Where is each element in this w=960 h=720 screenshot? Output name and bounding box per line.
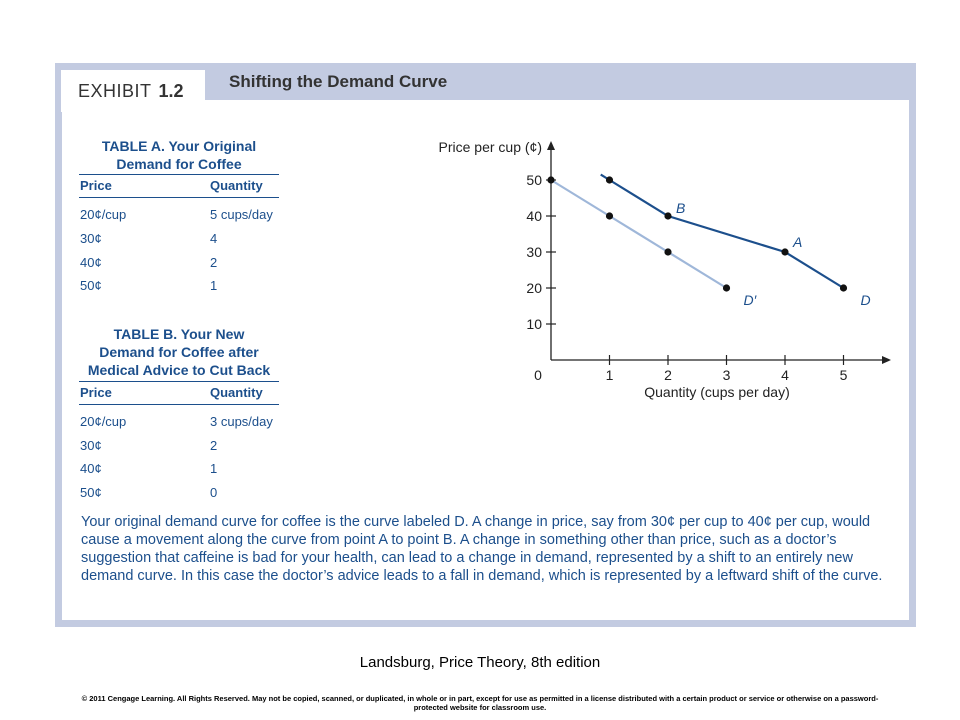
table-cell: 20¢/cup [80,414,127,429]
x-tick-label: 1 [605,367,614,383]
y-tick-label: 20 [526,280,542,296]
table-b-title-line: Demand for Coffee after [99,344,259,360]
series-label: D [860,292,871,308]
exhibit-number: 1.2 [158,80,184,101]
table-b-title-line: Medical Advice to Cut Back [87,362,271,378]
x-tick-label: 4 [781,367,789,383]
x-axis-label: Quantity (cups per day) [644,384,790,400]
series-label: D′ [743,292,757,308]
data-point [664,248,671,255]
data-point [723,284,730,291]
x-tick-label: 3 [722,367,731,383]
table-a-header-price: Price [80,178,112,193]
table-a-title-line: TABLE A. Your Original [101,138,257,154]
table-b-title-line: TABLE B. Your New [113,326,245,342]
table-cell: 2 [210,255,218,270]
exhibit-label-text: EXHIBIT [78,80,152,101]
point-label: B [676,200,686,216]
table-cell: 4 [210,231,218,246]
table-cell: 0 [210,485,218,500]
copyright-notice: © 2011 Cengage Learning. All Rights Reserved. May not be copied, scanned, or duplicated, in whole or in part, except for use as permitted in a license distributed with a certain product or service or otherwise on a password-protected website for classroom use. [81,694,879,712]
y-tick-label: 10 [526,316,542,332]
y-tick-label: 30 [526,244,542,260]
table-cell: 1 [210,461,218,476]
point-label: A [793,234,803,250]
table-b-header-quantity: Quantity [210,385,263,400]
y-axis-label: Price per cup (¢) [438,139,542,155]
table-cell: 20¢/cup [80,207,127,222]
table-b-header-price: Price [80,385,112,400]
x-tick-label: 2 [664,367,672,383]
x-tick-label: 5 [839,367,848,383]
data-point [606,176,613,183]
table-a-title-line: Demand for Coffee [116,156,242,172]
y-axis-arrow [547,141,555,150]
y-tick-label: 50 [526,172,542,188]
table-cell: 2 [210,438,218,453]
table-cell: 50¢ [80,485,102,500]
table-cell: 50¢ [80,278,102,293]
y-tick-label: 40 [526,208,542,224]
series-line-d [601,175,844,288]
table-cell: 40¢ [80,255,102,270]
data-point [781,248,788,255]
table-cell: 5 cups/day [210,207,273,222]
data-point [840,284,847,291]
table-a-header-quantity: Quantity [210,178,263,193]
table-cell: 30¢ [80,438,102,453]
series-line-d-prime [551,180,727,288]
x-axis-arrow [882,356,891,364]
table-cell: 1 [210,278,218,293]
table-cell: 3 cups/day [210,414,273,429]
data-point [606,212,613,219]
origin-label: 0 [534,367,542,383]
exhibit-caption: Your original demand curve for coffee is the curve labeled D. A change in price, say from 30¢ per cup to 40¢ per cup, would cause a movement along the curve from point A to point B. A change in something other than price, such as a doctor’s suggestion that caffeine is bad for your health, can lead to a change in demand, represented by a shift to an entirely new demand curve. In this case the doctor’s advice leads to a fall in demand, which is represented by a leftward shift of the curve. [81,514,883,584]
exhibit-title: Shifting the Demand Curve [229,72,448,91]
data-point [664,212,671,219]
data-point [547,176,554,183]
source-citation: Landsburg, Price Theory, 8th edition [359,654,601,671]
table-cell: 30¢ [80,231,102,246]
table-cell: 40¢ [80,461,102,476]
